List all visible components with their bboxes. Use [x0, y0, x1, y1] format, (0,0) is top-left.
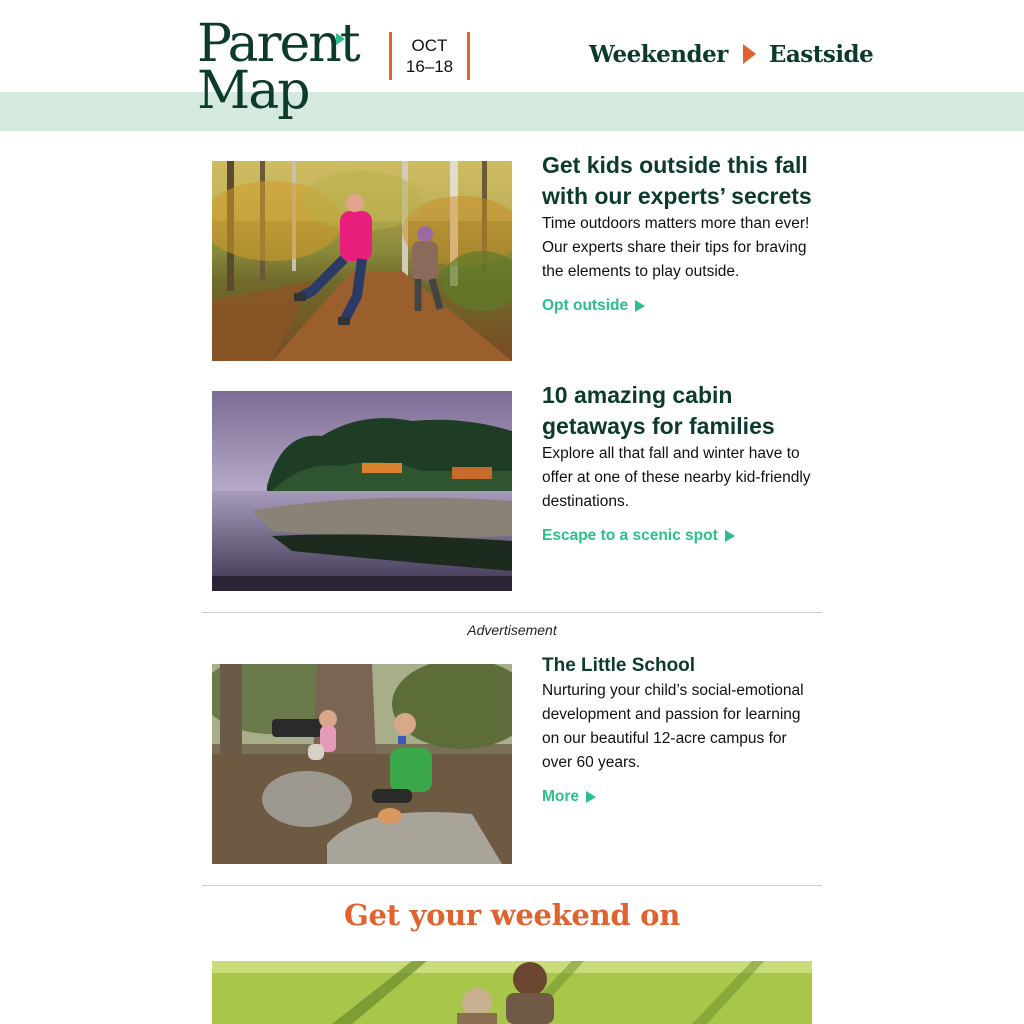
cta-label: Opt outside — [542, 297, 629, 314]
article-1 — [542, 150, 827, 318]
weekend-hero-image[interactable] — [212, 961, 812, 1024]
ad-title[interactable]: The Little School — [542, 655, 696, 676]
summary-line: the elements to play outside. — [542, 263, 740, 280]
weekend-section-title: Get your weekend on — [344, 898, 680, 932]
autumn-forest-kids-photo — [212, 161, 512, 361]
ad-more-link[interactable] — [542, 785, 827, 809]
article-2-image[interactable] — [212, 391, 512, 591]
play-arrow-icon — [635, 300, 645, 312]
newsletter-name: Weekender — [589, 40, 728, 68]
header-band — [0, 92, 1024, 131]
opt-outside-link[interactable] — [542, 294, 827, 318]
logo-line-1: Parent — [197, 14, 359, 74]
cta-label: Escape to a scenic spot — [542, 527, 718, 544]
article-1-title-line-1: Get kids outside this fall — [542, 152, 808, 178]
article-2-summary — [542, 442, 827, 514]
article-2-title[interactable] — [542, 380, 827, 442]
advertisement-label: Advertisement — [467, 622, 557, 638]
ad-body-line: over 60 years. — [542, 754, 641, 771]
issue-date-month: OCT — [411, 36, 448, 55]
play-arrow-icon — [725, 530, 735, 542]
article-1-title[interactable] — [542, 150, 827, 212]
parentmap-logo[interactable] — [197, 14, 357, 124]
cta-label: More — [542, 788, 580, 805]
summary-line: destinations. — [542, 493, 630, 510]
ad-body-line: development and passion for learning — [542, 706, 801, 723]
summary-line: Explore all that fall and winter have to — [542, 445, 800, 462]
ad-image[interactable] — [212, 664, 512, 864]
kids-on-rock-photo — [212, 664, 512, 864]
advertisement — [542, 654, 827, 809]
ad-body — [542, 679, 827, 775]
logo-play-icon — [336, 33, 345, 45]
play-arrow-icon — [743, 44, 756, 64]
article-2-title-line-2: getaways for families — [542, 413, 775, 439]
article-2 — [542, 380, 827, 548]
ad-body-line: on our beautiful 12-acre campus for — [542, 730, 787, 747]
escape-scenic-spot-link[interactable] — [542, 524, 827, 548]
logo-line-2: Map — [197, 61, 309, 121]
divider — [202, 885, 822, 886]
ad-body-line: Nurturing your child’s social-emotional — [542, 682, 804, 699]
issue-date — [389, 32, 470, 80]
summary-line: offer at one of these nearby kid-friendly — [542, 469, 811, 486]
summary-line: Our experts share their tips for braving — [542, 239, 807, 256]
article-2-title-line-1: 10 amazing cabin — [542, 382, 733, 408]
summary-line: Time outdoors matters more than ever! — [542, 215, 810, 232]
play-arrow-icon — [586, 791, 596, 803]
edition-title — [589, 38, 873, 70]
region-name: Eastside — [768, 40, 874, 68]
kids-on-grass-photo — [212, 961, 812, 1024]
article-1-summary — [542, 212, 827, 284]
issue-date-range: 16–18 — [405, 57, 454, 76]
cabin-lake-photo — [212, 391, 512, 591]
article-1-image[interactable] — [212, 161, 512, 361]
article-1-title-line-2: with our experts’ secrets — [542, 183, 812, 209]
divider — [202, 612, 822, 613]
